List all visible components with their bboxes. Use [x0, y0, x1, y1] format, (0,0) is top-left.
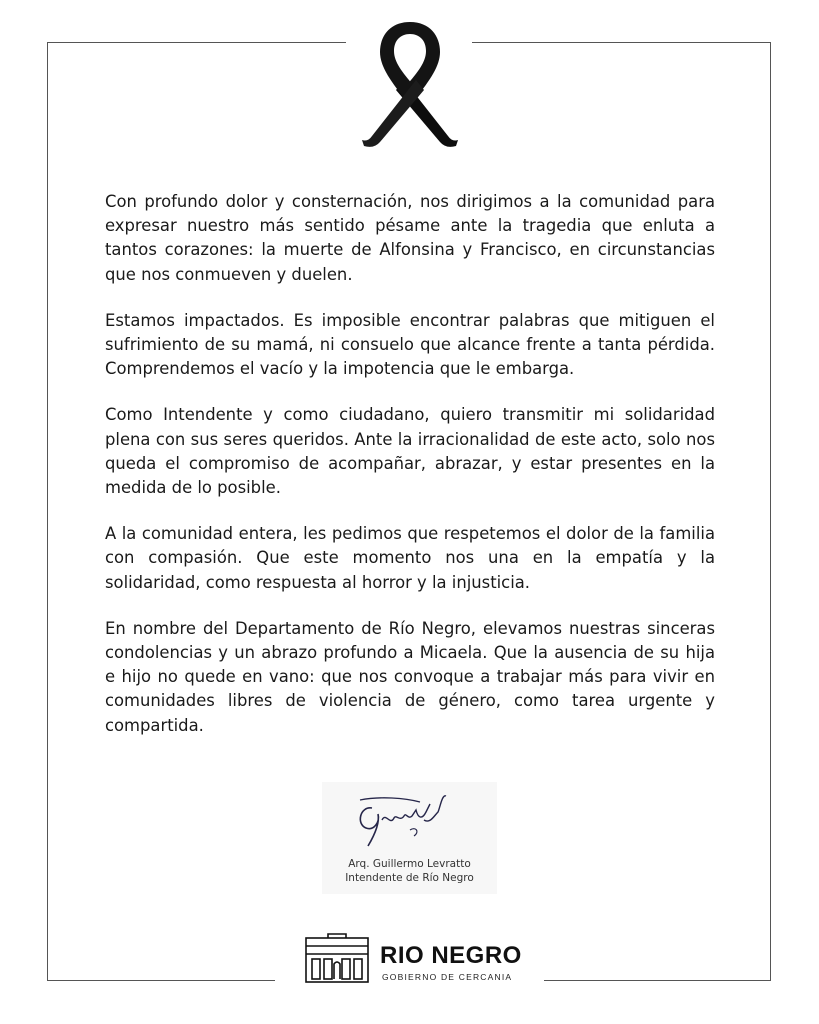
signatory-title: Intendente de Río Negro — [345, 872, 474, 884]
town-hall-icon — [304, 932, 370, 984]
letter-body — [105, 190, 715, 760]
letter-paragraph-1: Con profundo dolor y consternación, nos dirigimos a la comunidad para expresar nuestro más sentido pésame ante la tragedia que enluta a tantos corazones: la muerte de Alfonsina y Francisco, en circunstancias que nos conmueven y duelen. — [105, 192, 715, 284]
frame-top-right — [472, 42, 771, 43]
letter-paragraph-4: A la comunidad entera, les pedimos que respetemos el dolor de la familia con compasión. Que este momento nos una en la empatía y la solidaridad, como respuesta al horror y la injusticia. — [105, 524, 715, 592]
frame-left — [47, 42, 48, 980]
frame-bottom-left — [47, 980, 275, 981]
frame-top-left — [47, 42, 346, 43]
letter-paragraph-3: Como Intendente y como ciudadano, quiero transmitir mi solidaridad plena con sus seres queridos. Ante la irracionalidad de este acto, solo nos queda el compromiso de acompañar, abrazar, y estar presentes en la medida de lo posible. — [105, 405, 715, 498]
logo-wordmark: RIO NEGRO — [380, 942, 522, 969]
logo-tagline: GOBIERNO DE CERCANIA — [382, 972, 513, 982]
signatory-name: Arq. Guillermo Levratto — [348, 858, 471, 870]
frame-bottom-right — [544, 980, 771, 981]
letter-paragraph-2: Estamos impactados. Es imposible encontrar palabras que mitiguen el sufrimiento de su mamá, ni consuelo que alcance frente a tanta pérdida. Comprendemos el vacío y la impotencia que le embarga. — [105, 310, 715, 379]
mourning-ribbon-icon — [360, 18, 460, 148]
letter-paragraph-5: En nombre del Departamento de Río Negro, elevamos nuestras sinceras condolencias y un abrazo profundo a Micaela. Que la ausencia de su hija e hijo no quede en vano: que nos convoque a trabajar más para vivir en comunidades libres de violencia de género, como tarea urgente y compartida. — [105, 618, 715, 735]
handwritten-signature — [350, 790, 460, 850]
signature-block — [322, 782, 497, 894]
rio-negro-logo — [304, 932, 524, 988]
frame-right — [770, 42, 771, 980]
